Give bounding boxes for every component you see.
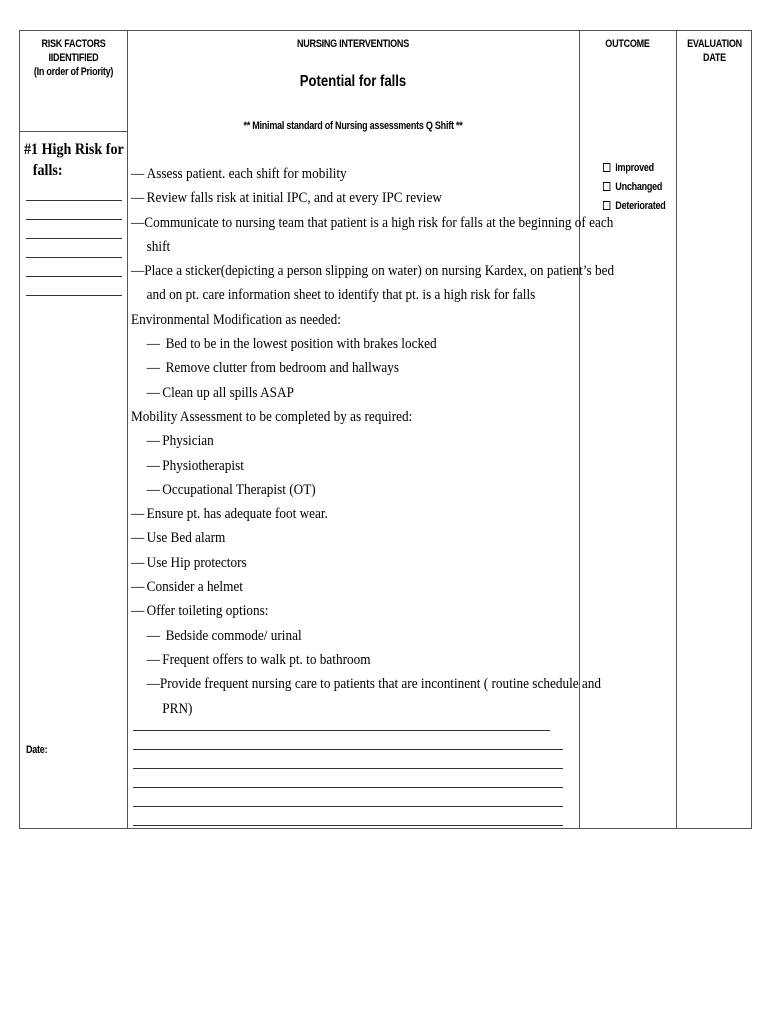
intervention-text: Assess patient. each shift for mobility: [146, 166, 347, 182]
intervention-item: [131, 162, 536, 186]
intervention-text: Mobility Assessment to be completed by as required:: [131, 408, 413, 425]
nursing-interventions-header: NURSING INTERVENTIONS: [297, 38, 409, 50]
intervention-item: [131, 405, 536, 429]
intervention-text: Use Hip protectors: [146, 554, 247, 571]
care-plan-table: [19, 30, 752, 829]
dash-bullet: —: [131, 603, 145, 620]
intervention-item: [131, 502, 536, 526]
checkbox-icon[interactable]: [603, 182, 610, 191]
notes-line[interactable]: [133, 787, 563, 788]
risk-factor-blank-line: [26, 238, 122, 239]
risk-factors-header-line3: (In order of Priority): [33, 66, 114, 78]
intervention-item: [131, 672, 602, 696]
risk-factor-line1: #1 High Risk for: [24, 141, 124, 158]
intervention-text: Provide frequent nursing care to patients that are incontinent ( routine schedule and: [159, 676, 602, 693]
dash-bullet: —: [146, 457, 160, 474]
intervention-item: [131, 599, 536, 623]
risk-factor-blank-line: [26, 257, 122, 258]
intervention-item: [131, 648, 536, 672]
intervention-item: [131, 624, 536, 648]
outcome-option[interactable]: [603, 178, 665, 197]
assessment-standard-note: ** Minimal standard of Nursing assessments Q Shift **: [243, 120, 463, 132]
outcome-option[interactable]: [603, 197, 665, 216]
intervention-text: PRN): [162, 700, 193, 717]
outcome-label: Unchanged: [615, 181, 663, 193]
notes-line[interactable]: [133, 806, 563, 807]
intervention-item: [131, 381, 536, 405]
column-divider: [127, 31, 128, 828]
intervention-item: [131, 429, 536, 453]
intervention-item: [131, 186, 536, 210]
intervention-text: Environmental Modification as needed:: [131, 311, 341, 328]
dash-bullet: —: [131, 214, 145, 231]
intervention-text: Place a sticker(depicting a person slipping on water) on nursing Kardex, on patient’s bed: [144, 263, 615, 280]
intervention-text: Bed to be in the lowest position with brakes locked: [162, 336, 437, 353]
intervention-text: Occupational Therapist (OT): [162, 481, 316, 498]
intervention-item: [131, 283, 536, 307]
dash-bullet: —: [146, 360, 160, 377]
interventions-list: [131, 162, 615, 721]
intervention-item: [131, 332, 536, 356]
notes-line[interactable]: [133, 825, 563, 826]
risk-factors-header-line2: IIDENTIFIED: [48, 52, 99, 64]
intervention-text: Physician: [162, 433, 214, 450]
risk-factor-blank-line: [26, 200, 122, 201]
dash-bullet: —: [131, 263, 145, 280]
intervention-text: and on pt. care information sheet to identify that pt. is a high risk for falls: [146, 287, 536, 304]
risk-factor-blank-line: [26, 219, 122, 220]
risk-factors-header: [30, 37, 118, 79]
intervention-item: [131, 235, 536, 259]
intervention-text: Physiotherapist: [162, 457, 244, 474]
page-title: Potential for falls: [299, 73, 407, 90]
risk-factor-blank-line: [26, 276, 122, 277]
column-divider: [579, 31, 580, 828]
intervention-item: [131, 697, 536, 721]
evaluation-date-header: [683, 37, 746, 65]
intervention-text: shift: [146, 238, 171, 255]
notes-line[interactable]: [133, 749, 563, 750]
risk-factor-line2: falls:: [32, 162, 63, 179]
intervention-item: [131, 308, 536, 332]
header-divider: [20, 131, 127, 132]
outcome-header: OUTCOME: [605, 38, 650, 50]
dash-bullet: —: [146, 384, 160, 401]
dash-bullet: —: [146, 676, 160, 693]
intervention-item: [131, 526, 536, 550]
dash-bullet: —: [146, 651, 160, 668]
intervention-text: Frequent offers to walk pt. to bathroom: [162, 651, 371, 668]
outcome-label: Improved: [615, 162, 654, 174]
dash-bullet: —: [131, 554, 145, 571]
dash-bullet: —: [146, 481, 160, 498]
intervention-text: Offer toileting options:: [146, 603, 269, 620]
checkbox-icon[interactable]: [603, 163, 610, 172]
risk-factors-header-line1: RISK FACTORS: [41, 38, 106, 50]
intervention-text: Remove clutter from bedroom and hallways: [162, 360, 400, 377]
dash-bullet: —: [146, 336, 160, 353]
risk-factor-blank-line: [26, 295, 122, 296]
intervention-item: [131, 454, 536, 478]
dash-bullet: —: [131, 190, 145, 207]
intervention-text: Review falls risk at initial IPC, and at every IPC review: [146, 190, 442, 207]
checkbox-icon[interactable]: [603, 201, 610, 210]
intervention-item: [131, 575, 536, 599]
evaluation-header-line1: EVALUATION: [687, 38, 742, 50]
notes-line[interactable]: [133, 730, 550, 731]
dash-bullet: —: [131, 579, 145, 596]
evaluation-header-line2: DATE: [703, 52, 726, 64]
intervention-item: [131, 551, 536, 575]
dash-bullet: —: [131, 506, 145, 523]
intervention-text: Ensure pt. has adequate foot wear.: [146, 506, 328, 523]
intervention-item: [131, 211, 614, 235]
outcome-option[interactable]: [603, 159, 665, 178]
intervention-item: [131, 259, 615, 283]
intervention-item: [131, 478, 536, 502]
intervention-text: Communicate to nursing team that patient is a high risk for falls at the beginning of each: [144, 214, 614, 231]
risk-factor-label: [24, 139, 124, 181]
intervention-item: [131, 356, 536, 380]
dash-bullet: —: [146, 627, 160, 644]
date-label: Date:: [26, 744, 48, 756]
column-divider: [676, 31, 677, 828]
intervention-text: Consider a helmet: [146, 579, 243, 596]
dash-bullet: —: [131, 530, 145, 547]
notes-line[interactable]: [133, 768, 563, 769]
intervention-text: Clean up all spills ASAP: [162, 384, 294, 401]
outcome-options: [603, 159, 665, 216]
outcome-label: Deteriorated: [615, 200, 666, 212]
dash-bullet: —: [131, 166, 145, 182]
intervention-text: Use Bed alarm: [146, 530, 226, 547]
intervention-text: Bedside commode/ urinal: [162, 627, 302, 644]
dash-bullet: —: [146, 433, 160, 450]
